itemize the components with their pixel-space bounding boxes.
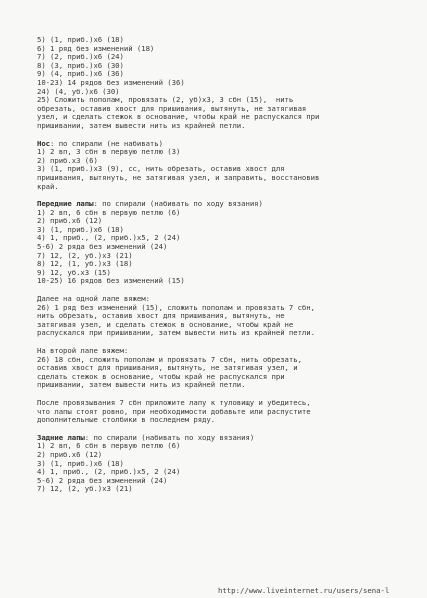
text-line: 5-6) 2 ряда без изменений (24) <box>37 242 168 252</box>
text-line: край. <box>37 181 59 191</box>
text-line: 26) 1 ряд без изменений (15), сложить пополам и провязать 7 сбн, <box>37 302 315 312</box>
text-line: обрезать, оставив хвост для пришивания, вытянуть, не затягивая <box>37 103 307 113</box>
text-line: 26) 18 сбн, сложить пополам и провязать 7 сбн, нить обрезать, <box>37 354 302 364</box>
text-line: 2) приб.х6 (12) <box>37 216 103 226</box>
text-line: 5) (1, приб.)х6 (18) <box>37 35 124 44</box>
back-paws-section <box>37 434 417 494</box>
text-line: 5-6) 2 ряда без изменений (24) <box>37 475 168 485</box>
text-line: распускался при пришивании, затем вывести нить из крайней петли. <box>37 328 315 338</box>
front-paws-heading: Передние лапы <box>37 199 94 209</box>
text-line: 24) (4, уб.)х6 (30) <box>37 86 120 96</box>
text-line: 10-25) 16 рядов без изменений (15) <box>37 276 185 286</box>
text-line: 1) 2 вп, 6 сбн в первую петлю (6) <box>37 441 181 451</box>
text-line: 4) 1, приб., (2, приб.)х5, 2 (24) <box>37 467 181 477</box>
text-line: пришивания, вытянуть, не затягивая узел, и заправить, восстановив <box>37 172 320 182</box>
text-line: 4) 1, приб., (2, приб.)х5, 2 (24) <box>37 233 181 243</box>
front-paws-section <box>37 200 417 286</box>
text-line: 7) (2, приб.)х6 (24) <box>37 52 124 62</box>
text-line: Далее на одной лапе вяжем: <box>37 294 150 304</box>
text-line: 9) (4, приб.)х6 (36) <box>37 69 124 79</box>
text-line: пришивании, затем вывести нить из крайней петли. <box>37 120 246 130</box>
text-line: 8) (3, приб.)х6 (30) <box>37 60 124 70</box>
back-paws-title-rest: : по спирали (набивать по ходу вязания) <box>84 432 255 442</box>
text-line: 25) Сложить пополам, провязать (2, уб)х3, 3 сбн (15), нить <box>37 95 294 105</box>
text-line: оставив хвост для пришивания, вытянуть, не затягивая узел, и <box>37 363 298 373</box>
text-line: пришивании, затем вывести нить из крайней петли. <box>37 380 246 390</box>
text-line: 1) 2 вп, 6 сбн в первую петлю (6) <box>37 207 181 217</box>
text-line: 9) 12, уб.х3 (15) <box>37 267 111 277</box>
text-line: 2) приб.х3 (6) <box>37 155 98 165</box>
nose-section <box>37 140 417 192</box>
text-line: 7) 12, (2, уб.)х3 (21) <box>37 484 133 494</box>
front-paws-title-rest: : по спирали (набивать по ходу вязания) <box>93 199 263 209</box>
text-line: 7) 12, (2, уб.)х3 (21) <box>37 250 133 260</box>
text-line: нить обрезать, оставив хвост для пришивания, вытянуть, не <box>37 311 285 321</box>
second-paw-section <box>37 347 417 390</box>
text-line: сделать стежок в основание, чтобы край не распускался при <box>37 371 285 381</box>
nose-heading: Нос <box>37 138 51 148</box>
source-url: http://www.liveinternet.ru/users/sena-l <box>218 586 390 595</box>
text-line: 1) 2 вп, 3 сбн в первую петлю (3) <box>37 147 181 157</box>
after-note-section <box>37 399 417 425</box>
text-line: После провязывания 7 сбн приложите лапу к туловищу и убедитесь, <box>37 397 311 407</box>
text-line: 3) (1, приб.)х6 (18) <box>37 224 124 234</box>
back-paws-heading: Задние лапы <box>37 432 85 442</box>
text-line: 8) 12, (1, уб.)х3 (18) <box>37 259 133 269</box>
text-line: затягивая узел, и сделать стежок в основание, чтобы край не <box>37 319 294 329</box>
one-paw-section <box>37 295 417 338</box>
rows-block-1 <box>37 36 417 131</box>
text-line: 6) 1 ряд без изменений (18) <box>37 43 155 53</box>
text-line: 2) приб.х6 (12) <box>37 449 103 459</box>
document-text <box>37 36 417 494</box>
text-line: дополнительные столбики в последнем ряду. <box>37 415 216 425</box>
text-line: 10-23) 14 рядов без изменений (36) <box>37 77 185 87</box>
text-line: 3) (1, приб.)х6 (18) <box>37 458 124 468</box>
text-line: узел, и сделать стежок в основание, чтобы край не распускался при <box>37 112 320 122</box>
nose-title-rest: : по спирали (не набивать) <box>50 138 163 148</box>
text-line: 3) (1, приб.)х3 (9), сс, нить обрезать, оставив хвост для <box>37 164 285 174</box>
text-line: На второй лапе вяжем: <box>37 346 129 355</box>
text-line: что лапы стоят ровно, при необходимости добавьте или распустите <box>37 406 311 416</box>
